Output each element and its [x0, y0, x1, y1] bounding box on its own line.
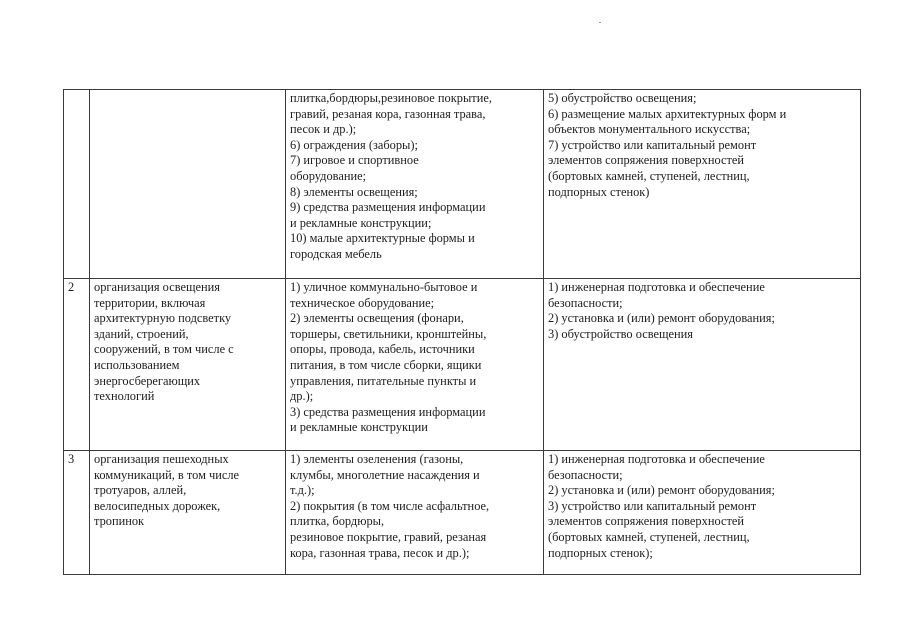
works-line: объектов монументального искусства;: [548, 122, 751, 137]
works-line: элементов сопряжения поверхностей: [548, 514, 744, 529]
work-type-line: архитектурную подсветку: [94, 311, 232, 326]
elements-line: и рекламные конструкции: [290, 420, 428, 435]
works-line: 7) устройство или капитальный ремонт: [548, 137, 757, 152]
work-type-line: сооружений, в том числе с: [94, 342, 234, 357]
work-type-cell: [90, 279, 286, 451]
elements-line: др.);: [290, 389, 314, 404]
elements-line: т.д.);: [290, 483, 315, 498]
works-line: (бортовых камней, ступеней, лестниц,: [548, 168, 750, 183]
row-number-cell: [64, 451, 90, 575]
elements-line: городская мебель: [290, 246, 382, 261]
row-number: 2: [68, 280, 75, 294]
table-row: [64, 451, 861, 575]
work-type-line: организация пешеходных: [94, 452, 229, 466]
works-line: 3) устройство или капитальный ремонт: [548, 498, 757, 513]
elements-line: 2) элементы освещения (фонари,: [290, 311, 464, 326]
work-type-line: использованием: [94, 357, 180, 372]
work-type-line: тротуаров, аллей,: [94, 483, 187, 498]
elements-line: 10) малые архитектурные формы и: [290, 231, 475, 246]
elements-cell: [286, 451, 544, 575]
work-type-cell: [90, 90, 286, 279]
elements-cell: [286, 279, 544, 451]
elements-line: 3) средства размещения информации: [290, 404, 486, 419]
elements-line: 6) ограждения (заборы);: [290, 137, 418, 152]
elements-line: оборудование;: [290, 168, 367, 183]
work-type-cell: [90, 451, 286, 575]
works-cell: [544, 451, 861, 575]
elements-line: плитка,бордюры,резиновое покрытие,: [290, 91, 492, 105]
works-line: подпорных стенок): [548, 184, 650, 199]
works-line: 3) обустройство освещения: [548, 326, 693, 341]
elements-line: торшеры, светильники, кронштейны,: [290, 326, 487, 341]
works-line: подпорных стенок);: [548, 545, 653, 560]
elements-line: 2) покрытия (в том числе асфальтное,: [290, 498, 490, 513]
elements-line: и рекламные конструкции;: [290, 215, 432, 230]
row-number-cell: [64, 279, 90, 451]
elements-line: плитка, бордюры,: [290, 514, 385, 529]
works-line: 1) инженерная подготовка и обеспечение: [548, 452, 765, 466]
elements-line: 8) элементы освещения;: [290, 184, 418, 199]
elements-cell: [286, 90, 544, 279]
table-row: [64, 279, 861, 451]
elements-line: техническое оборудование;: [290, 295, 435, 310]
elements-line: 9) средства размещения информации: [290, 200, 486, 215]
works-cell: [544, 90, 861, 279]
work-type-line: зданий, строений,: [94, 326, 189, 341]
works-line: безопасности;: [548, 295, 623, 310]
works-line: 1) инженерная подготовка и обеспечение: [548, 280, 765, 294]
works-line: 6) размещение малых архитектурных форм и: [548, 106, 787, 121]
elements-line: питания, в том числе сборки, ящики: [290, 357, 482, 372]
table-row: [64, 90, 861, 279]
elements-line: кора, газонная трава, песок и др.);: [290, 545, 470, 560]
work-type-line: организация освещения: [94, 280, 220, 294]
elements-line: 7) игровое и спортивное: [290, 153, 419, 168]
elements-line: 1) элементы озеленения (газоны,: [290, 452, 464, 466]
improvement-table: [63, 89, 861, 575]
works-line: (бортовых камней, ступеней, лестниц,: [548, 529, 750, 544]
elements-line: резиновое покрытие, гравий, резаная: [290, 529, 487, 544]
scan-speck: [599, 22, 601, 23]
work-type-line: территории, включая: [94, 295, 206, 310]
work-type-line: технологий: [94, 389, 155, 404]
work-type-line: тропинок: [94, 514, 145, 529]
works-line: безопасности;: [548, 467, 623, 482]
works-line: 2) установка и (или) ремонт оборудования;: [548, 483, 775, 498]
elements-line: 1) уличное коммунально-бытовое и: [290, 280, 478, 294]
row-number: 3: [68, 452, 75, 466]
row-number-cell: [64, 90, 90, 279]
elements-line: управления, питательные пункты и: [290, 373, 477, 388]
elements-line: опоры, провода, кабель, источники: [290, 342, 475, 357]
elements-line: клумбы, многолетние насаждения и: [290, 467, 480, 482]
work-type-line: коммуникаций, в том числе: [94, 467, 240, 482]
elements-line: гравий, резаная кора, газонная трава,: [290, 106, 486, 121]
works-cell: [544, 279, 861, 451]
work-type-line: энергосберегающих: [94, 373, 201, 388]
works-line: 2) установка и (или) ремонт оборудования;: [548, 311, 775, 326]
elements-line: песок и др.);: [290, 122, 357, 137]
works-line: 5) обустройство освещения;: [548, 91, 697, 105]
works-line: элементов сопряжения поверхностей: [548, 153, 744, 168]
work-type-line: велосипедных дорожек,: [94, 498, 221, 513]
